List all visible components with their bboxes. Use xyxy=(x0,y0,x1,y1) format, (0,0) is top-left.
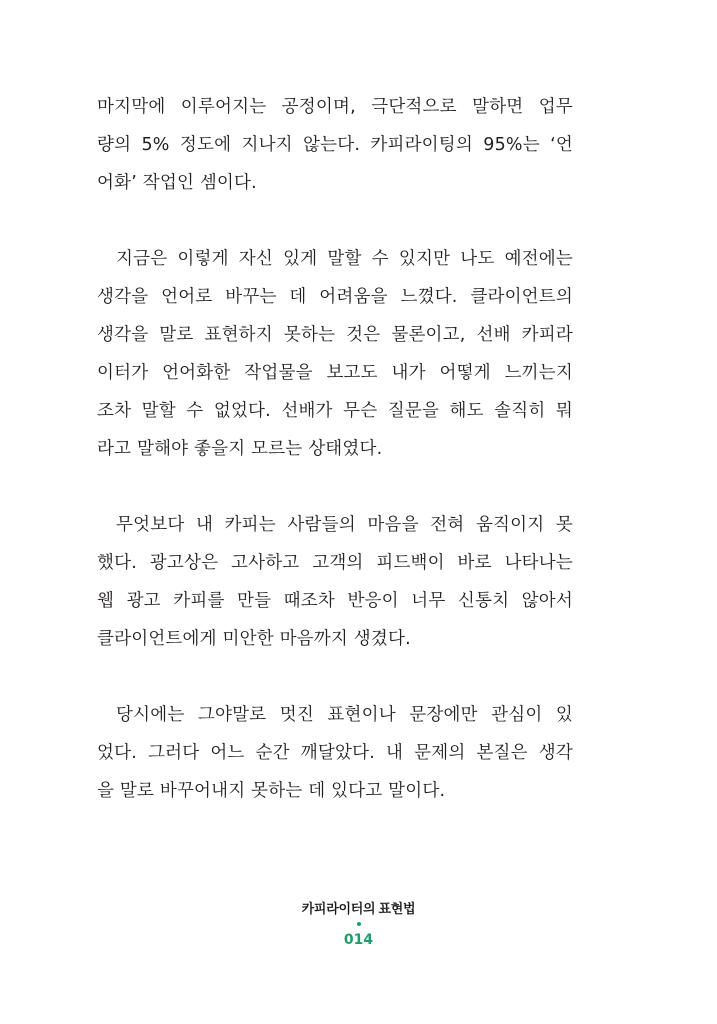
text-line: 마지막에 이루어지는 공정이며, 극단적으로 말하면 업무 xyxy=(97,97,573,117)
paragraph-1 xyxy=(97,88,573,202)
page-number: 014 xyxy=(343,932,374,948)
paragraph-2 xyxy=(97,240,573,468)
text-line: 라고 말해야 좋을지 모르는 상태였다. xyxy=(97,439,383,459)
text-line: 조차 말할 수 없었다. 선배가 무슨 질문을 해도 솔직히 뭐 xyxy=(97,401,573,421)
text-line: 생각을 언어로 바꾸는 데 어려움을 느꼈다. 클라이언트의 xyxy=(97,287,573,307)
paragraph-4 xyxy=(97,696,573,810)
body-text xyxy=(97,88,573,810)
text-line: 당시에는 그야말로 멋진 표현이나 문장에만 관심이 있 xyxy=(116,705,573,725)
text-line: 었다. 그러다 어느 순간 깨달았다. 내 문제의 본질은 생각 xyxy=(97,743,573,763)
text-line: 생각을 말로 표현하지 못하는 것은 물론이고, 선배 카피라 xyxy=(97,325,573,345)
text-line: 을 말로 바꾸어내지 못하는 데 있다고 말이다. xyxy=(97,781,446,801)
text-line: 클라이언트에게 미안한 마음까지 생겼다. xyxy=(97,629,411,649)
text-line: 이터가 언어화한 작업물을 보고도 내가 어떻게 느끼는지 xyxy=(97,363,573,383)
text-line: 어화’ 작업인 셈이다. xyxy=(97,173,257,193)
text-line: 무엇보다 내 카피는 사람들의 마음을 전혀 움직이지 못 xyxy=(116,515,573,535)
text-line: 량의 5% 정도에 지나지 않는다. 카피라이팅의 95%는 ‘언 xyxy=(97,135,573,155)
paragraph-3 xyxy=(97,506,573,658)
text-line: 했다. 광고상은 고사하고 고객의 피드백이 바로 나타나는 xyxy=(97,553,573,573)
paragraph-gap xyxy=(97,658,573,696)
text-line: 웹 광고 카피를 만들 때조차 반응이 너무 신통치 않아서 xyxy=(97,591,573,611)
paragraph-gap xyxy=(97,468,573,506)
text-line: 지금은 이렇게 자신 있게 말할 수 있지만 나도 예전에는 xyxy=(116,249,573,269)
page-footer xyxy=(0,898,717,950)
paragraph-gap xyxy=(97,202,573,240)
separator-dot-icon xyxy=(357,922,361,926)
running-book-title: 카피라이터의 표현법 xyxy=(301,901,416,916)
